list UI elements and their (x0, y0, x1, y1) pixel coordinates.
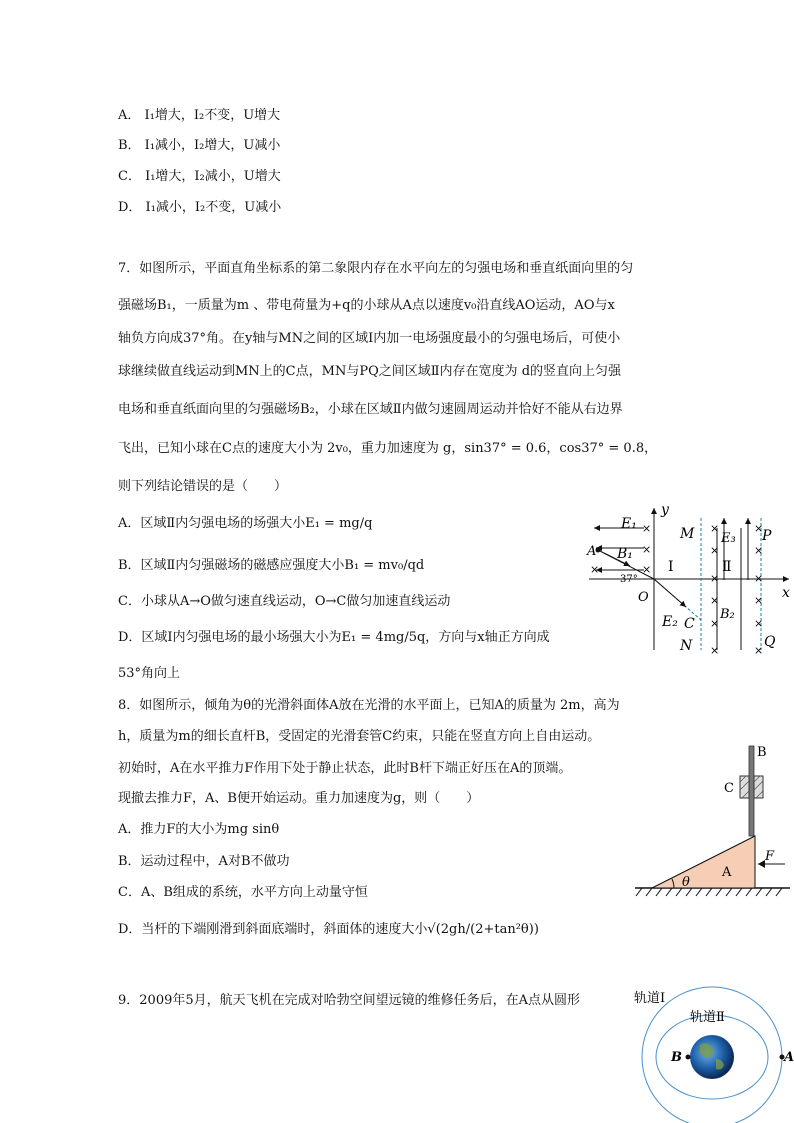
q7-field-figure (584, 500, 794, 660)
q9-stem-line-1: 9．2009年5月，航天飞机在完成对哈勃空间望远镜的维修任务后，在A点从圆形 (118, 993, 581, 1008)
q8-stem-line-4: 现撤去推力F，A、B便开始运动。重力加速度为g，则（ ） (118, 791, 480, 806)
q7-option-d: D．区域Ⅰ内匀强电场的最小场强大小为E₁ = 4mg/5q，方向与x轴正方向成 (118, 630, 550, 645)
label-point-a: A (784, 1050, 794, 1065)
label-m: M (680, 526, 695, 542)
label-y: y (661, 502, 669, 518)
label-b1: B₁ (617, 546, 633, 562)
svg-text:×: × (754, 594, 764, 607)
label-orbit-1: 轨道Ⅰ (634, 991, 666, 1006)
label-point-b: B (671, 1050, 682, 1065)
q7-option-b: B．区域Ⅱ内匀强磁场的磁感应强度大小B₁ = mv₀/qd (118, 558, 425, 573)
svg-text:×: × (754, 522, 764, 535)
label-e2: E₂ (662, 614, 678, 630)
q8-incline-figure (630, 740, 794, 900)
svg-text:×: × (710, 594, 720, 607)
label-region-2: Ⅱ (722, 559, 732, 575)
svg-text:×: × (754, 544, 764, 557)
label-e3: E₃ (721, 531, 736, 546)
q7-stem-line-1: 7．如图所示，平面直角坐标系的第二象限内存在水平向左的匀强电场和垂直纸面向里的匀 (118, 261, 634, 276)
label-b2: B₂ (720, 607, 735, 622)
label-q: Q (764, 634, 776, 650)
q8-stem-line-2: h，质量为m的细长直杆B，受固定的光滑套管C约束，只能在竖直方向上自由运动。 (118, 729, 601, 744)
label-n: N (680, 638, 693, 654)
label-orbit-2: 轨道Ⅱ (690, 1010, 725, 1025)
svg-text:×: × (642, 543, 652, 556)
q7-stem-line-4: 球继续做直线运动到MN上的C点，MN与PQ之间区域Ⅱ内存在宽度为 d的竖直向上匀强 (118, 364, 622, 379)
q6-option-a: A． I₁增大，I₂不变，U增大 (118, 108, 281, 123)
q7-stem-line-6: 飞出，已知小球在C点的速度大小为 2v₀，重力加速度为 g，sin37° = 0.6，cos37° = 0.8， (118, 441, 658, 456)
label-o: O (638, 590, 649, 605)
q6-option-b: B． I₁减小，I₂增大，U减小 (118, 138, 281, 153)
q7-option-a: A．区域Ⅱ内匀强电场的场强大小E₁ = mg/q (118, 516, 373, 531)
svg-text:×: × (710, 544, 720, 557)
label-theta: θ (682, 875, 690, 890)
q7-stem-line-3: 轴负方向成37°角。在y轴与MN之间的区域Ⅰ内加一电场强度最小的匀强电场后，可使小 (118, 331, 621, 346)
svg-text:×: × (754, 617, 764, 630)
label-force-f: F (765, 849, 775, 864)
svg-text:×: × (754, 644, 764, 657)
svg-text:×: × (642, 522, 652, 535)
label-block-a: A (722, 865, 732, 880)
label-region-1: Ⅰ (668, 559, 674, 575)
q8-option-d: D．当杆的下端刚滑到斜面底端时，斜面体的速度大小√(2gh/(2+tan²θ)) (118, 922, 539, 937)
label-c: C (684, 616, 695, 632)
q7-stem-line-2: 强磁场B₁，一质量为m 、带电荷量为+q的小球从A点以速度v₀沿直线AO运动，AO与x (118, 298, 615, 313)
earth-icon (690, 1035, 734, 1079)
q8-option-a: A．推力F的大小为mg sinθ (118, 822, 280, 837)
svg-text:×: × (710, 644, 720, 657)
label-angle: 37° (620, 574, 638, 585)
svg-text:×: × (754, 572, 764, 585)
svg-text:×: × (642, 563, 652, 576)
label-sleeve-c: C (724, 781, 734, 796)
svg-text:×: × (710, 572, 720, 585)
q8-stem-line-3: 初始时，A在水平推力F作用下处于静止状态，此时B杆下端正好压在A的顶端。 (118, 761, 572, 776)
q9-orbit-figure (632, 985, 794, 1123)
q8-stem-line-1: 8．如图所示，倾角为θ的光滑斜面体A放在光滑的水平面上，已知A的质量为 2m，高为 (118, 698, 620, 713)
q6-option-c: C． I₁增大，I₂减小，U增大 (118, 169, 281, 184)
q6-option-d: D． I₁减小，I₂不变，U减小 (118, 200, 282, 215)
q7-stem-line-5: 电场和垂直纸面向里的匀强磁场B₂，小球在区域Ⅱ内做匀速圆周运动并恰好不能从右边界 (118, 402, 623, 417)
q7-stem-line-7: 则下列结论错误的是（ ） (118, 479, 288, 494)
label-e1: E₁ (621, 516, 637, 532)
svg-text:×: × (710, 617, 720, 630)
svg-text:×: × (590, 563, 600, 576)
label-x: x (782, 585, 790, 601)
label-a: A (587, 544, 597, 559)
label-rod-b: B (757, 745, 767, 760)
svg-text:×: × (710, 522, 720, 535)
q8-option-c: C．A、B组成的系统，水平方向上动量守恒 (118, 885, 368, 900)
label-p: P (762, 528, 772, 544)
q7-option-d-cont: 53°角向上 (118, 666, 181, 681)
q8-option-b: B．运动过程中，A对B不做功 (118, 854, 290, 869)
q7-option-c: C．小球从A→O做匀速直线运动，O→C做匀加速直线运动 (118, 594, 451, 609)
